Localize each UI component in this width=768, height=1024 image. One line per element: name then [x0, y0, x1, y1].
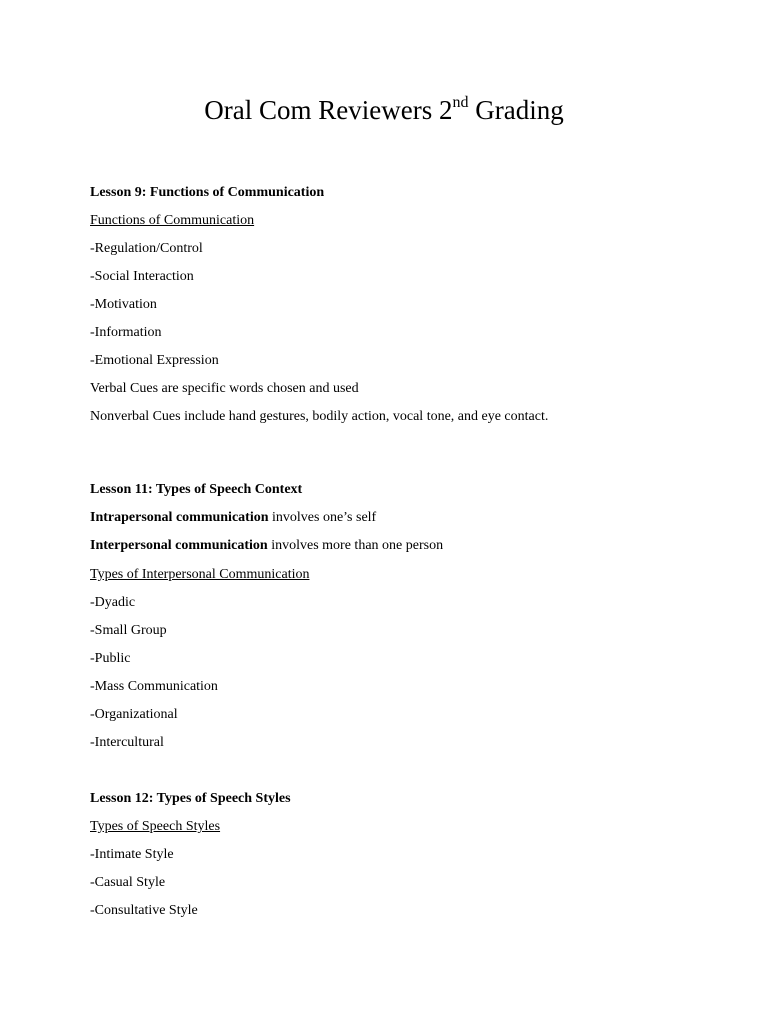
lesson12-item: -Intimate Style: [90, 847, 174, 862]
lesson11-item: -Intercultural: [90, 735, 164, 750]
lesson9-heading: Lesson 9: Functions of Communication: [90, 185, 325, 200]
lesson12-item: -Casual Style: [90, 875, 166, 890]
lesson12-subheading: Types of Speech Styles: [90, 819, 221, 834]
lesson11-subheading: Types of Interpersonal Communication: [90, 567, 310, 582]
lesson11-item: -Small Group: [90, 623, 167, 638]
lesson11-heading: Lesson 11: Types of Speech Context: [90, 482, 303, 497]
lesson9-subheading: Functions of Communication: [90, 213, 255, 228]
intrapersonal-term: Intrapersonal communication: [90, 510, 269, 525]
lesson12-heading: Lesson 12: Types of Speech Styles: [90, 791, 291, 806]
interpersonal-line: [90, 537, 443, 555]
title-tail: Grading: [468, 95, 564, 125]
lesson11-item: -Dyadic: [90, 595, 136, 610]
lesson9-item: -Social Interaction: [90, 269, 194, 284]
document-title: [0, 92, 768, 128]
lesson11-item: -Organizational: [90, 707, 178, 722]
intrapersonal-desc: involves one’s self: [268, 510, 377, 525]
lesson12-item: -Consultative Style: [90, 903, 198, 918]
interpersonal-term: Interpersonal communication: [90, 538, 268, 553]
lesson11-item: -Mass Communication: [90, 679, 218, 694]
title-main: Oral Com Reviewers 2: [204, 95, 453, 125]
lesson9-item: -Regulation/Control: [90, 241, 203, 256]
lesson9-item: -Information: [90, 325, 162, 340]
interpersonal-desc: involves more than one person: [267, 538, 444, 553]
lesson9-item: -Motivation: [90, 297, 157, 312]
lesson9-item: -Emotional Expression: [90, 353, 219, 368]
lesson11-item: -Public: [90, 651, 131, 666]
nonverbal-cues-text: Nonverbal Cues include hand gestures, bodily action, vocal tone, and eye contact.: [90, 409, 549, 424]
intrapersonal-line: [90, 509, 376, 527]
verbal-cues-text: Verbal Cues are specific words chosen and used: [90, 381, 359, 396]
title-superscript: nd: [452, 94, 469, 111]
